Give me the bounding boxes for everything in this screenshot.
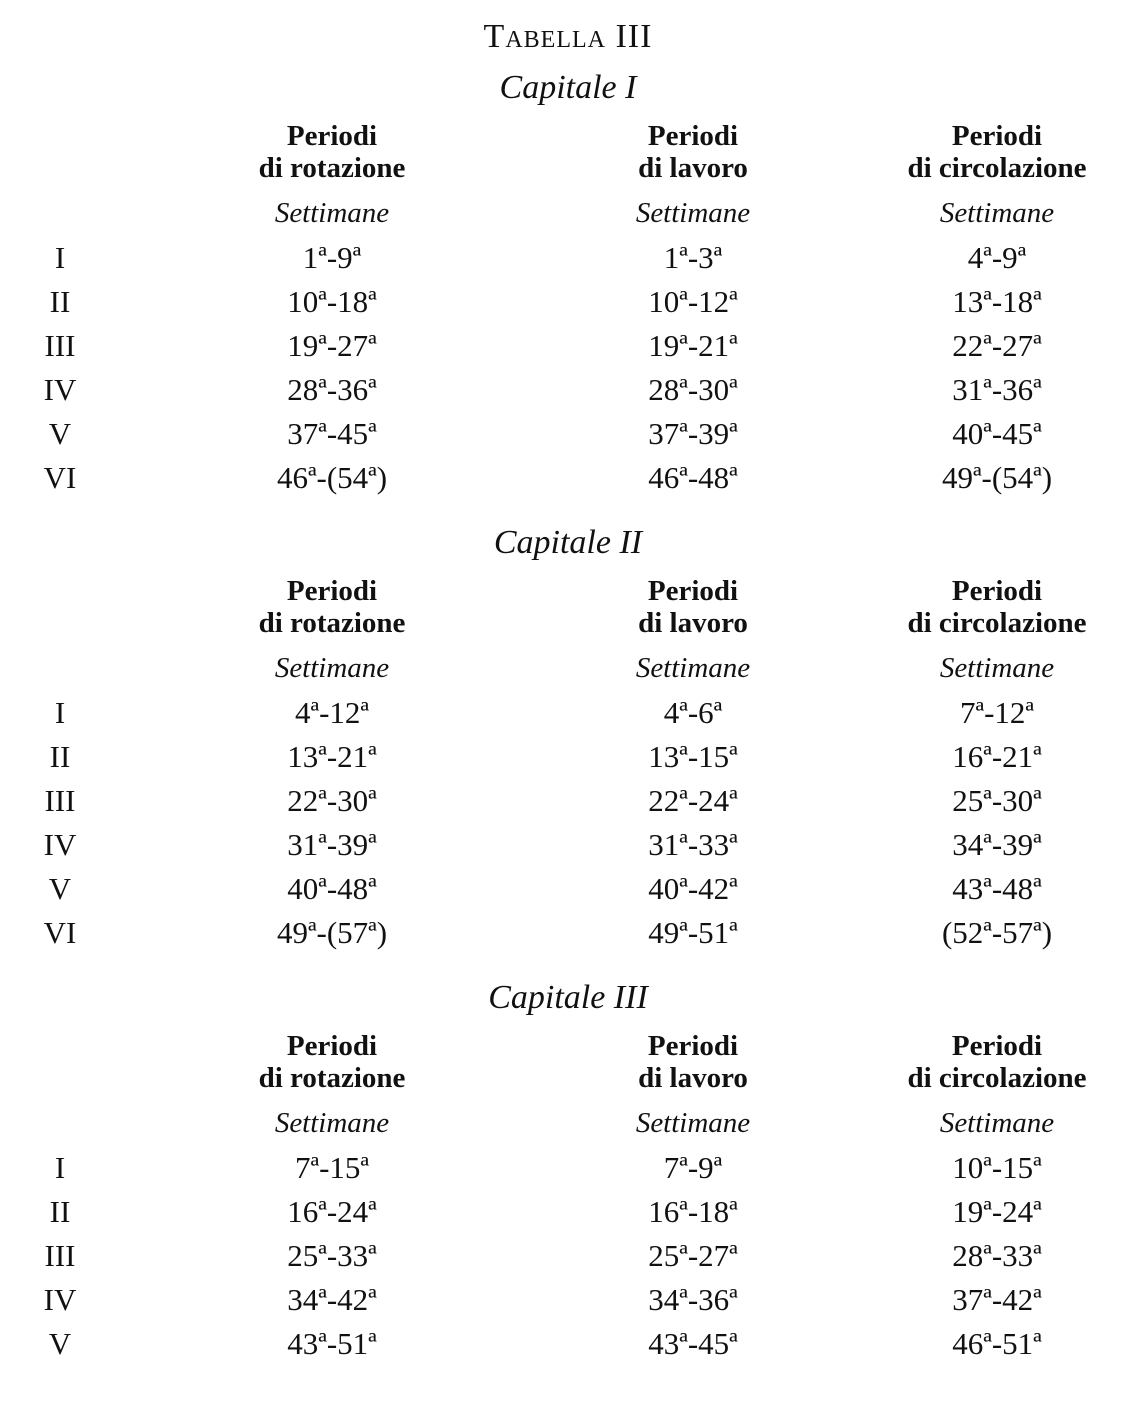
cell-circulation: 28ª-33ª <box>952 1238 1042 1273</box>
cell-work: 46ª-48ª <box>648 460 738 495</box>
table-row <box>0 823 1136 867</box>
header-circulation <box>837 575 1136 639</box>
cell-work: 25ª-27ª <box>648 1238 738 1273</box>
header-circulation <box>837 1030 1136 1094</box>
table-row <box>0 1146 1136 1190</box>
cell-circulation: 16ª-21ª <box>952 739 1042 774</box>
unit-circulation: Settimane <box>939 1107 1055 1139</box>
row-label: I <box>54 240 66 275</box>
table-row <box>0 236 1136 280</box>
row-label: IV <box>43 1282 77 1317</box>
cell-circulation: 19ª-24ª <box>952 1194 1042 1229</box>
row-label: V <box>48 871 72 906</box>
header-rotation-line1: Periodi <box>286 1030 378 1062</box>
cell-rotation: 7ª-15ª <box>295 1150 369 1185</box>
table-row <box>0 1190 1136 1234</box>
table-title-rest: abella III <box>505 18 653 55</box>
table-row <box>0 324 1136 368</box>
header-work <box>533 575 853 639</box>
cell-work: 43ª-45ª <box>648 1326 738 1361</box>
cell-circulation: 10ª-15ª <box>952 1150 1042 1185</box>
cell-work: 7ª-9ª <box>663 1150 723 1185</box>
table-title-initial: T <box>483 18 506 55</box>
cell-rotation: 43ª-51ª <box>287 1326 377 1361</box>
header-rotation <box>172 575 492 639</box>
cell-rotation: 46ª-(54ª) <box>276 460 388 495</box>
table-row <box>0 867 1136 911</box>
row-label: II <box>49 284 71 319</box>
cell-work: 10ª-12ª <box>648 284 738 319</box>
unit-work: Settimane <box>635 1107 751 1139</box>
cell-work: 1ª-3ª <box>663 240 723 275</box>
row-label: V <box>48 416 72 451</box>
table-row <box>0 691 1136 735</box>
cell-rotation: 40ª-48ª <box>287 871 377 906</box>
header-work <box>533 120 853 184</box>
cell-rotation: 31ª-39ª <box>287 827 377 862</box>
cell-rotation: 10ª-18ª <box>287 284 377 319</box>
cell-rotation: 34ª-42ª <box>287 1282 377 1317</box>
cell-work: 4ª-6ª <box>663 695 723 730</box>
table-row <box>0 456 1136 500</box>
cell-circulation: 13ª-18ª <box>952 284 1042 319</box>
table-row <box>0 1234 1136 1278</box>
header-work-line2: di lavoro <box>638 607 748 639</box>
header-circulation-line1: Periodi <box>951 1030 1043 1062</box>
header-circulation-line1: Periodi <box>951 575 1043 607</box>
cell-work: 22ª-24ª <box>648 783 738 818</box>
header-work <box>533 1030 853 1094</box>
header-work-line1: Periodi <box>647 575 739 607</box>
unit-rotation: Settimane <box>274 1107 390 1139</box>
unit-rotation: Settimane <box>274 652 390 684</box>
header-rotation-line1: Periodi <box>286 120 378 152</box>
cell-circulation: 34ª-39ª <box>952 827 1042 862</box>
cell-work: 13ª-15ª <box>648 739 738 774</box>
cell-work: 31ª-33ª <box>648 827 738 862</box>
cell-circulation: 37ª-42ª <box>952 1282 1042 1317</box>
cell-rotation: 28ª-36ª <box>287 372 377 407</box>
table-row <box>0 779 1136 823</box>
cell-circulation: 46ª-51ª <box>952 1326 1042 1361</box>
cell-rotation: 19ª-27ª <box>287 328 377 363</box>
table-row <box>0 1278 1136 1322</box>
row-label: VI <box>43 460 77 495</box>
unit-work: Settimane <box>635 197 751 229</box>
cell-work: 34ª-36ª <box>648 1282 738 1317</box>
table-row <box>0 735 1136 779</box>
cell-work: 19ª-21ª <box>648 328 738 363</box>
cell-circulation: 43ª-48ª <box>952 871 1042 906</box>
header-work-line2: di lavoro <box>638 152 748 184</box>
header-rotation <box>172 1030 492 1094</box>
header-work-line2: di lavoro <box>638 1062 748 1094</box>
cell-work: 40ª-42ª <box>648 871 738 906</box>
header-rotation-line2: di rotazione <box>258 1062 406 1094</box>
cell-rotation: 16ª-24ª <box>287 1194 377 1229</box>
table-row <box>0 911 1136 955</box>
row-label: IV <box>43 827 77 862</box>
cell-circulation: 49ª-(54ª) <box>941 460 1053 495</box>
unit-circulation: Settimane <box>939 197 1055 229</box>
cell-rotation: 4ª-12ª <box>295 695 369 730</box>
header-rotation-line1: Periodi <box>286 575 378 607</box>
unit-work: Settimane <box>635 652 751 684</box>
row-label: III <box>44 1238 76 1273</box>
cell-rotation: 22ª-30ª <box>287 783 377 818</box>
row-label: VI <box>43 915 77 950</box>
table-row <box>0 412 1136 456</box>
header-rotation-line2: di rotazione <box>258 607 406 639</box>
header-circulation <box>837 120 1136 184</box>
unit-rotation: Settimane <box>274 197 390 229</box>
row-label: II <box>49 739 71 774</box>
table-row <box>0 1322 1136 1366</box>
section-title: Capitale III <box>488 979 648 1016</box>
unit-circulation: Settimane <box>939 652 1055 684</box>
cell-circulation: 4ª-9ª <box>967 240 1027 275</box>
row-label: III <box>44 328 76 363</box>
cell-rotation: 13ª-21ª <box>287 739 377 774</box>
cell-rotation: 25ª-33ª <box>287 1238 377 1273</box>
table-row <box>0 280 1136 324</box>
table-row <box>0 368 1136 412</box>
cell-circulation: 25ª-30ª <box>952 783 1042 818</box>
cell-work: 49ª-51ª <box>648 915 738 950</box>
section-title: Capitale I <box>499 69 637 106</box>
header-circulation-line2: di circolazione <box>907 607 1087 639</box>
cell-circulation: (52ª-57ª) <box>941 915 1053 950</box>
row-label: V <box>48 1326 72 1361</box>
header-rotation-line2: di rotazione <box>258 152 406 184</box>
cell-rotation: 49ª-(57ª) <box>276 915 388 950</box>
header-rotation <box>172 120 492 184</box>
cell-circulation: 40ª-45ª <box>952 416 1042 451</box>
cell-rotation: 1ª-9ª <box>302 240 362 275</box>
cell-circulation: 22ª-27ª <box>952 328 1042 363</box>
header-work-line1: Periodi <box>647 1030 739 1062</box>
section-title: Capitale II <box>493 524 643 561</box>
row-label: III <box>44 783 76 818</box>
table-title <box>0 18 1136 56</box>
cell-work: 37ª-39ª <box>648 416 738 451</box>
cell-rotation: 37ª-45ª <box>287 416 377 451</box>
row-label: IV <box>43 372 77 407</box>
header-work-line1: Periodi <box>647 120 739 152</box>
row-label: I <box>54 695 66 730</box>
cell-work: 16ª-18ª <box>648 1194 738 1229</box>
cell-work: 28ª-30ª <box>648 372 738 407</box>
row-label: II <box>49 1194 71 1229</box>
row-label: I <box>54 1150 66 1185</box>
cell-circulation: 31ª-36ª <box>952 372 1042 407</box>
header-circulation-line2: di circolazione <box>907 1062 1087 1094</box>
header-circulation-line2: di circolazione <box>907 152 1087 184</box>
header-circulation-line1: Periodi <box>951 120 1043 152</box>
cell-circulation: 7ª-12ª <box>960 695 1034 730</box>
